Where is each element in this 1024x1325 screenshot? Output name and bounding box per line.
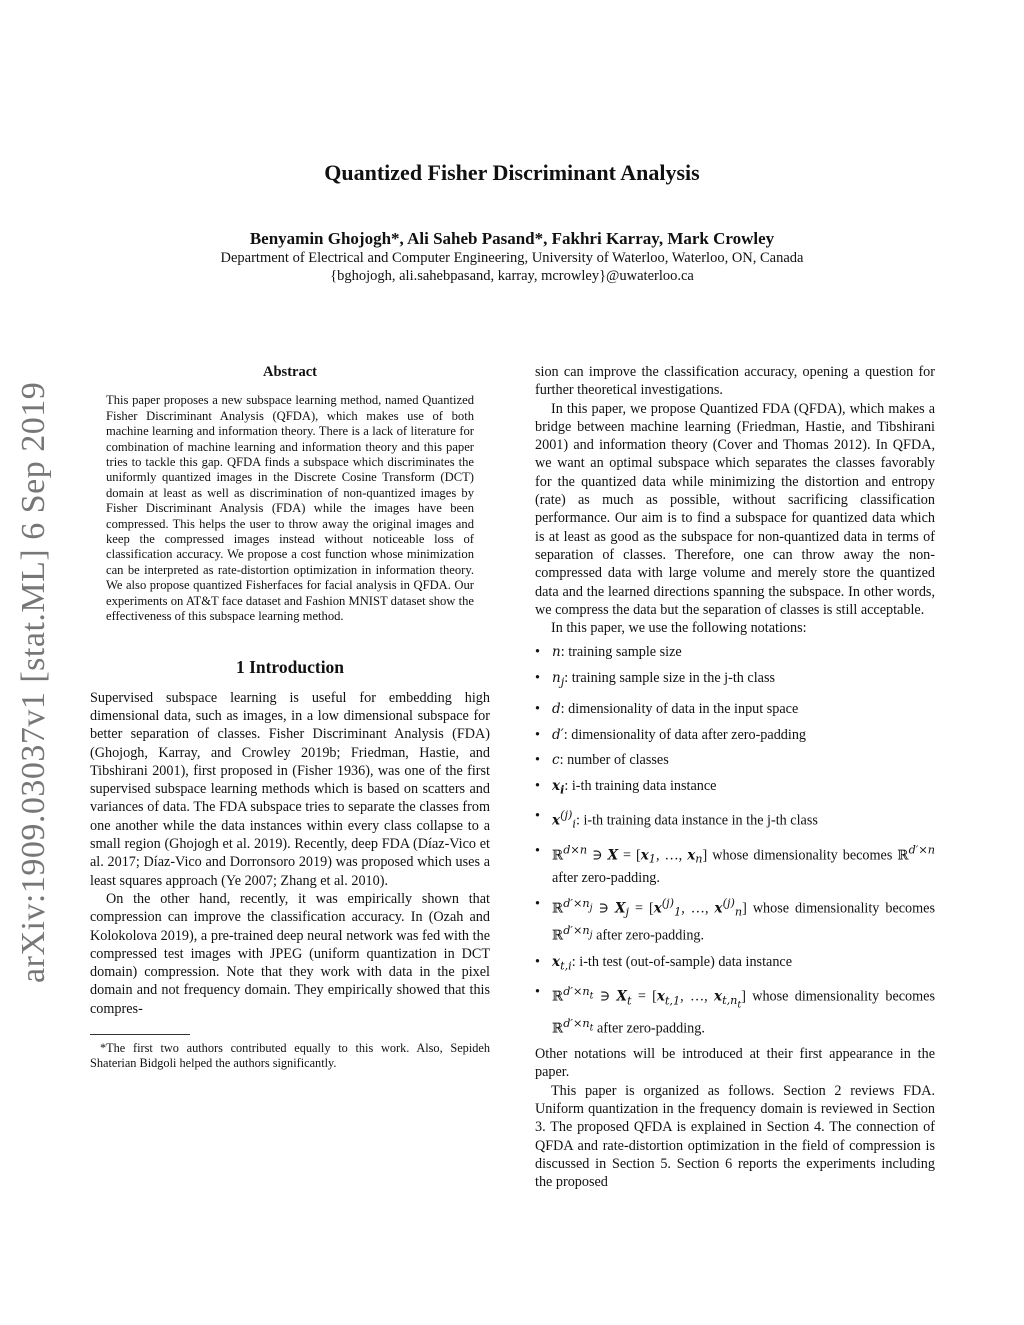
notation-item: • $n_j$: training sample size in the j-th class [535,670,776,689]
affiliation: Department of Electrical and Computer Engineering, University of Waterloo, Waterloo, ON, Canada [220,250,804,266]
right-column [535,363,935,1192]
abstract-heading: Abstract [263,364,317,380]
abstract-text: This paper proposes a new subspace learning method, named Quantized Fisher Discriminant Analysis (QFDA), which makes use of both machine learning and information theory. There is a lack of literature for combination of machine learning and information theory and this paper tries to tackle this gap. QFDA finds a subspace which discriminates the uniformly quantized images in the Discrete Cosine Transform (DCT) domain at least as well as discrimination of non-quantized images by Fisher Discriminant Analysis (FDA) while the images have been compressed. This helps the user to throw away the original images and keep the compressed images instead without noticeable loss of classification accuracy. We propose a cost function whose minimization can be interpreted as rate-distortion optimization in information theory. We also propose quantized Fisherfaces for facial analysis in QFDA. Our experiments on AT&T face dataset and Fashion MNIST dataset show the effectiveness of this subspace learning method. [106,393,474,623]
notation-list [535,643,935,1037]
footnote: *The first two authors contributed equally to this work. Also, Sepideh Shaterian Bidgoli helped the authors significantly. [90,1041,490,1071]
notation-item: • d: dimensionality of data in the input space [535,700,799,717]
organization-paragraph: This paper is organized as follows. Section 2 reviews FDA. Uniform quantization in the frequency domain is reviewed in Section 3. The proposed QFDA is explained in Section 4. The connection of QFDA and rate-distortion optimization in the field of compression is discussed in Section 5. Section 6 reports the experiments including the proposed [535,1082,935,1191]
notation-item: • d′: dimensionality of data after zero-padding [535,726,807,743]
notation-item: • n: training sample size [535,644,682,661]
paragraph-continued: sion can improve the classification accuracy, opening a question for further theoretical investigations. [535,364,935,399]
notation-item: • c: number of classes [535,752,669,769]
notation-item: • $x_i$: i-th training data instance [535,778,717,797]
footnote-divider [90,1034,190,1035]
paper-title: Quantized Fisher Discriminant Analysis [324,160,700,185]
notations-note: Other notations will be introduced at their first appearance in the paper. [535,1046,935,1081]
notation-item: • $x^{(j)}_i$: i-th training data instance in the j-th class [535,807,818,831]
author-list: Benyamin Ghojogh*, Ali Saheb Pasand*, Fakhri Karray, Mark Crowley [249,229,775,248]
notation-item: • ℝ$^{d'\times n_t}$ ∋ $X_t = [x_{t,1}$, …, $x_{t,n_t}$] whose dimensionality becomes ℝ$^{d'\times n_t}$ after zero-padding. [535,984,935,1037]
intro-paragraph-2: On the other hand, recently, it was empirically shown that compression can improve the classification accuracy. In (Ozah and Kolokolova 2019), a pre-trained deep neural network was fed with the compressed test images with JPEG (uniform quantization in DCT domain) compression. Note that they work with data in the pixel domain and not frequency domain. They empirically showed that this compres- [90,890,490,1017]
qfda-paragraph: In this paper, we propose Quantized FDA (QFDA), which makes a bridge between machine learning (Friedman, Hastie, and Tibshirani 2001) and information theory (Cover and Thomas 2012). In QFDA, we want an optimal subspace which separates the classes favorably for the quantized data while minimizing the distortion and entropy (rate) as much as possible, without sacrificing classification performance. Our aim is to find a subspace for quantized data which is at least as good as the subspace for non-quantized data in terms of separation of classes. Therefore, one can throw away the non-compressed data with large volume and merely store the quantized data and the learned directions spanning the subspace. In other words, we compress the data but the separation of classes is still acceptable. [535,400,935,618]
author-emails: {bghojogh, ali.sahebpasand, karray, mcrowley}@uwaterloo.ca [330,268,694,284]
intro-paragraph-1: Supervised subspace learning is useful for embedding high dimensional data, such as images, in a low dimensional subspace for better separation of classes. Fisher Discriminant Analysis (FDA)(Ghojogh, Karray, and Crowley 2019b; Friedman, Hastie, and Tibshirani 2001), first proposed in (Fisher 1936), was one of the first supervised subspace learning methods which is based on scatters and variances of data. The FDA subspace tries to separate the classes from one another while the data instances within every class collapse to a small region (Ghojogh et al. 2019). Recently, deep FDA (Díaz-Vico et al. 2017; Díaz-Vico and Dorronsoro 2019) was proposed which uses a least squares approach (Ye 2007; Zhang et al. 2010). [90,689,490,889]
section-heading-introduction: 1 Introduction [235,657,345,678]
left-column [90,363,490,1072]
arxiv-identifier: arXiv:1909.03037v1 [stat.ML] 6 Sep 2019 [15,381,52,983]
notation-item: • $x_{t,i}$: i-th test (out-of-sample) data instance [535,953,793,973]
notation-item: • ℝ$^{d'\times n_j}$ ∋ $X_j = [x^{(j)}_1$, …, $x^{(j)}_n$] whose dimensionality becomes ℝ$^{d'\times n_j}$ after zero-padding. [535,895,935,944]
notation-intro: In this paper, we use the following notations: [551,620,807,637]
notation-item: • ℝ$^{d\times n}$ ∋ $X = [x_1$, …, $x_n$] whose dimensionality becomes ℝ$^{d'\times n}$ after zero-padding. [535,842,936,887]
